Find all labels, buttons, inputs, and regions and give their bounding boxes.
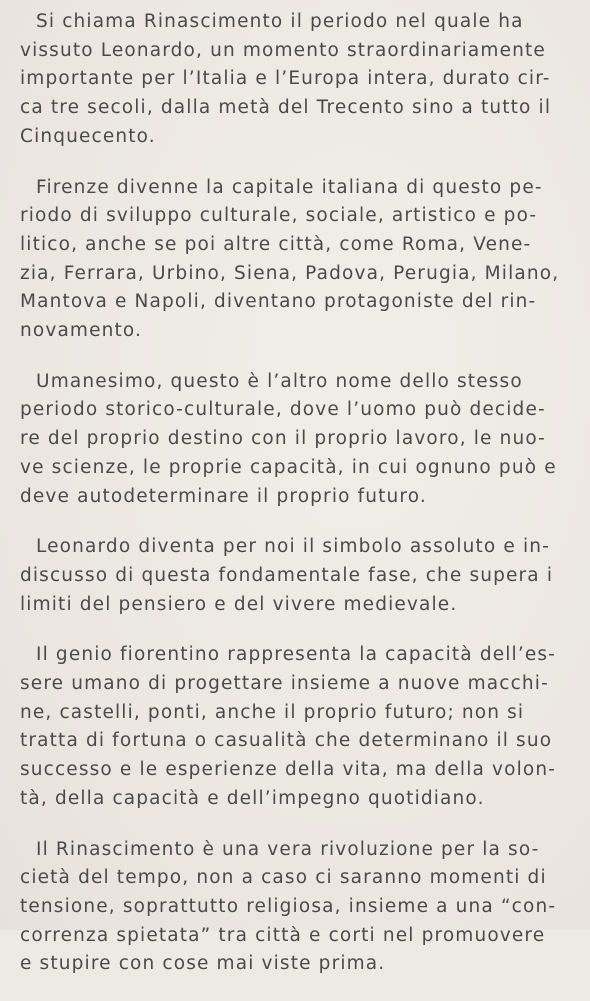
text-line: ve scienze, le proprie capacità, in cui ognuno può e [20,456,557,478]
text-line: tratta di fortuna o casualità che determinano il suo [20,730,553,752]
text-line: Si chiama Rinascimento il periodo nel quale ha [36,11,524,32]
text-line: Mantova e Napoli, diventano protagoniste del rin- [20,291,537,313]
paragraph-3 [0,368,590,512]
text-line: vissuto Leonardo, un momento straordinariamente [20,39,546,61]
text-line: correnza spietata” tra città e corti nel promuovere [20,924,546,946]
paragraph-1 [0,8,590,152]
text-line: limiti del pensiero e del vivere medievale. [20,593,458,615]
paragraph-4 [0,533,590,619]
text-line: zia, Ferrara, Urbino, Siena, Padova, Perugia, Milano, [20,262,560,284]
text-line: ne, castelli, ponti, anche il proprio futuro; non si [20,701,525,723]
text-line: novamento. [20,320,143,342]
text-line: importante per l’Italia e l’Europa intera, durato cir- [20,68,551,90]
text-line: periodo storico-culturale, dove l’uomo può decide- [20,399,546,421]
text-line: tà, della capacità e dell’impegno quotidiano. [20,787,485,809]
text-line: successo e le esperienze della vita, ma della volon- [20,759,557,781]
paragraph-6 [0,836,590,980]
text-line: riodo di sviluppo culturale, sociale, artistico e po- [20,205,538,227]
text-line: sere umano di progettare insieme a nuove macchi- [20,673,549,695]
paragraph-2 [0,174,590,346]
text-line: discusso di questa fondamentale fase, che supera i [20,564,554,586]
text-line: ca tre secoli, dalla metà del Trecento sino a tutto il [20,97,552,119]
text-line: Firenze divenne la capitale italiana di questo pe- [36,176,543,198]
text-line: Il genio fiorentino rappresenta la capacità dell’es- [36,644,556,666]
body-text [0,8,590,1001]
text-line: Cinquecento. [20,125,156,147]
text-line: Il Rinascimento è una vera rivoluzione per la so- [36,838,540,860]
text-line: litico, anche se poi altre città, come Roma, Vene- [20,233,532,255]
text-line: tensione, soprattutto religiosa, insieme a una “con- [20,895,557,917]
text-line: Leonardo diventa per noi il simbolo assoluto e in- [36,536,550,558]
text-line: Umanesimo, questo è l’altro nome dello stesso [36,370,523,392]
text-line: cietà del tempo, non a caso ci saranno momenti di [20,867,547,889]
text-line: e stupire con cose mai viste prima. [20,953,386,975]
paragraph-5 [0,641,590,813]
text-line: deve autodeterminare il proprio futuro. [20,485,427,507]
text-line: re del proprio destino con il proprio lavoro, le nuo- [20,428,547,450]
